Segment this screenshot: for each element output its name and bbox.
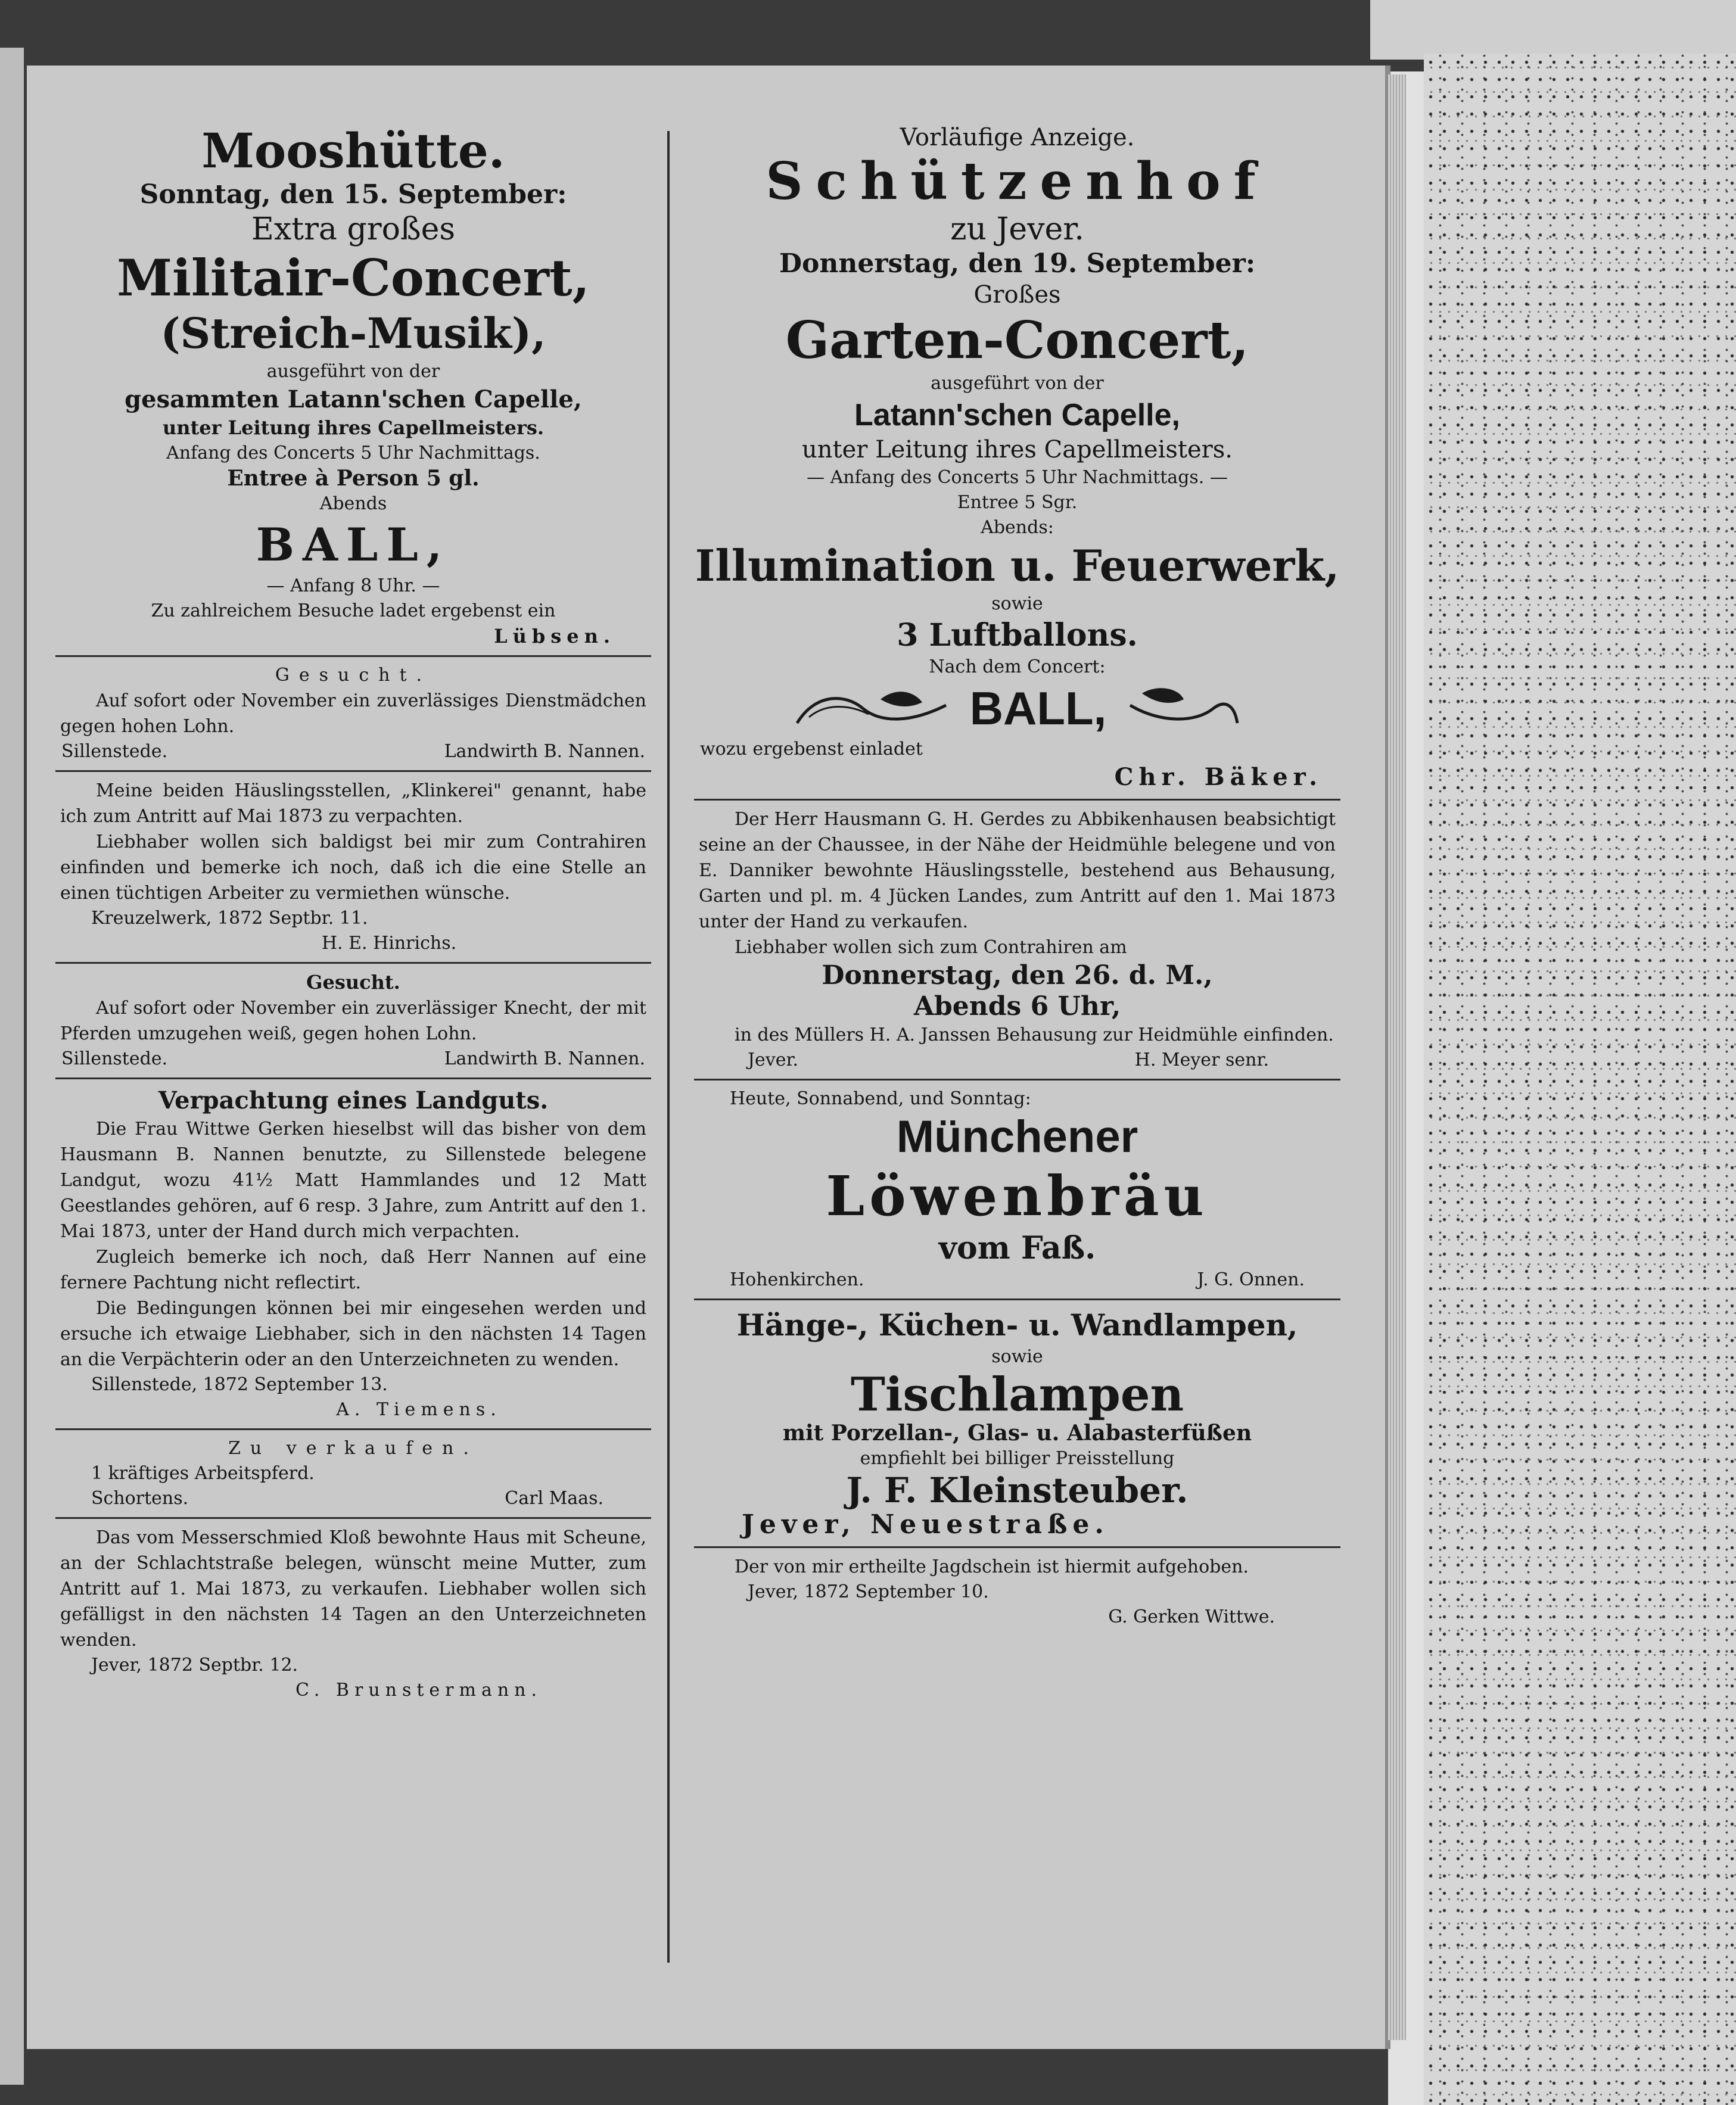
ad-invite: wozu ergebenst einladet <box>700 739 923 759</box>
book-cover <box>1424 54 1736 2105</box>
ad-text: ausgeführt von der <box>266 361 440 382</box>
ad-separator <box>694 1299 1340 1300</box>
ad-text: ausgeführt von der <box>931 373 1104 394</box>
ad-heading: Hänge-, Küchen- u. Wandlampen, <box>736 1307 1298 1343</box>
ad-landgut <box>55 1085 651 1422</box>
ad-body: Der Herr Hausmann G. H. Gerdes zu Abbikenhausen beabsichtigt seine an der Chaussee, in der Nähe der Heidmühle belegene und von E. Danniker bewohnte Häuslingsstelle, bestehend aus Behausung, Garten und pl. m. 4 Jücken Landes, zum Antritt auf den 1. Mai 1873 unter der Hand zu verkaufen. <box>699 809 1336 932</box>
ad-body: 1 kräftiges Arbeitspferd. <box>91 1463 315 1484</box>
ad-date: Donnerstag, den 19. September: <box>779 248 1256 279</box>
ad-body: Meine beiden Häuslingsstellen, „Klinkerei" genannt, habe ich zum Antritt auf Mai 1873 zu verpachten. <box>60 780 646 827</box>
ad-ballons: 3 Luftballons. <box>897 617 1138 653</box>
ad-entree: Entree à Person 5 gl. <box>227 466 480 491</box>
ad-title: Schützenhof <box>766 151 1269 211</box>
ad-signature: A. Tiemens. <box>336 1399 502 1420</box>
ad-separator <box>694 799 1340 801</box>
column-divider <box>667 131 670 1963</box>
ad-time: Abends 6 Uhr, <box>913 991 1121 1022</box>
ad-separator <box>55 1517 651 1519</box>
ad-place: Hohenkirchen. <box>730 1269 864 1290</box>
ad-entree: Entree 5 Sgr. <box>957 492 1078 513</box>
ad-signature: Carl Maas. <box>505 1488 603 1509</box>
ad-concert-title: Militair-Concert, <box>117 248 590 307</box>
ad-address: Jever, Neuestraße. <box>742 1509 1109 1540</box>
ad-schuetzenhof <box>694 122 1340 793</box>
ad-zu-verkaufen <box>55 1436 651 1511</box>
ad-leitung: unter Leitung ihres Capellmeisters. <box>802 436 1233 463</box>
ad-capelle: gesammten Latann'schen Capelle, <box>125 385 582 413</box>
ad-anfang: — Anfang des Concerts 5 Uhr Nachmittags. — <box>807 467 1228 488</box>
ad-place: Sillenstede. <box>61 741 168 762</box>
right-column <box>694 122 1340 1630</box>
ad-signature: J. G. Onnen. <box>1197 1269 1305 1290</box>
ad-heading: Verpachtung eines Landguts. <box>158 1086 549 1114</box>
ad-when: Heute, Sonnabend, und Sonntag: <box>730 1088 1031 1109</box>
flourish-left-icon <box>791 681 952 735</box>
ad-dateline: Sillenstede, 1872 September 13. <box>91 1374 388 1395</box>
ad-date: Sonntag, den 15. September: <box>139 179 567 210</box>
ad-haeuslingsstellen <box>55 778 651 956</box>
ad-ball-time: — Anfang 8 Uhr. — <box>266 575 440 596</box>
ball-ornament <box>694 680 1340 737</box>
ad-body: Die Bedingungen können bei mir eingesehen werden und ersuche ich etwaige Liebhaber, sich in den nächsten 14 Tagen an die Verpächterin oder an den Unterzeichneten zu wenden. <box>60 1298 646 1370</box>
ad-dateline: Jever, 1872 Septbr. 12. <box>91 1655 298 1676</box>
ad-mooshuette <box>55 122 651 649</box>
ad-place: Schortens. <box>91 1488 189 1509</box>
ad-text: sowie <box>991 1346 1043 1367</box>
ad-dateline: Jever, 1872 September 10. <box>748 1581 989 1602</box>
ad-lampen <box>694 1306 1340 1540</box>
ad-abends: Abends: <box>981 517 1054 538</box>
ad-signature: J. F. Kleinsteuber. <box>846 1470 1189 1511</box>
ad-leitung: unter Leitung ihres Capellmeisters. <box>162 416 545 439</box>
ad-body: Zugleich bemerke ich noch, daß Herr Nannen auf eine fernere Pachtung nicht reflectirt. <box>60 1247 646 1293</box>
ad-separator <box>55 1428 651 1430</box>
ad-signature: C. Brunstermann. <box>295 1680 543 1701</box>
ad-body: Die Frau Wittwe Gerken hieselbst will das bisher von dem Hausmann B. Nannen benutzte, zu Sillenstede belegene Landgut, wozu 41½ Matt Hammlandes und 12 Matt Geestlandes gehören, auf 6 resp. 3 Jahre, zum Antritt auf den 1. Mai 1873, unter der Hand durch mich verpachten. <box>60 1119 646 1242</box>
ad-footer <box>694 1048 1340 1073</box>
ad-place: Sillenstede. <box>61 1048 168 1069</box>
ad-pre-heading: Vorläufige Anzeige. <box>900 124 1135 151</box>
ad-jagdschein <box>694 1554 1340 1630</box>
ad-footer <box>694 1268 1340 1293</box>
ad-text: vom Faß. <box>938 1230 1096 1266</box>
ad-title: Mooshütte. <box>201 123 505 179</box>
flourish-right-icon <box>1124 681 1243 735</box>
ad-concert-title: Garten-Concert, <box>785 310 1249 370</box>
ad-body: Auf sofort oder November ein zuverlässiges Dienstmädchen gegen hohen Lohn. <box>60 690 646 737</box>
ad-text: mit Porzellan-, Glas- u. Alabasterfüßen <box>782 1421 1252 1446</box>
ad-signature: Lübsen. <box>494 625 615 647</box>
ad-separator <box>694 1079 1340 1080</box>
ad-place: Jever. <box>748 1050 799 1070</box>
page-stack-edge <box>1388 74 1406 2040</box>
ad-heading: Gesucht. <box>306 971 400 994</box>
ad-heading: Zu verkaufen. <box>228 1438 478 1459</box>
ad-body: Liebhaber wollen sich zum Contrahiren am <box>735 937 1127 958</box>
ad-text: sowie <box>991 593 1043 614</box>
ad-separator <box>694 1546 1340 1548</box>
ad-footer <box>55 739 651 764</box>
ad-title: Löwenbräu <box>826 1164 1209 1228</box>
ad-gesucht-1 <box>55 663 651 764</box>
ad-signature: Landwirth B. Nannen. <box>444 741 645 762</box>
ad-illumination: Illumination u. Feuerwerk, <box>695 540 1340 591</box>
ad-footer <box>55 1486 651 1511</box>
ad-invite: Zu zahlreichem Besuche ladet ergebenst ein <box>151 600 556 621</box>
ad-signature: Landwirth B. Nannen. <box>444 1048 645 1069</box>
ad-haus <box>55 1525 651 1703</box>
ad-body: in des Müllers H. A. Janssen Behausung zur Heidmühle einfinden. <box>735 1025 1334 1045</box>
left-column <box>55 122 651 1703</box>
ad-footer <box>55 1047 651 1072</box>
ad-text: Großes <box>973 281 1061 309</box>
ad-body: Liebhaber wollen sich baldigst bei mir zum Contrahiren einfinden und bemerke ich noch, daß ich die eine Stelle an einen tüchtigen Arbeiter zu vermiethen wünsche. <box>60 832 646 904</box>
ad-place: zu Jever. <box>950 211 1084 247</box>
ad-anfang: Anfang des Concerts 5 Uhr Nachmittags. <box>166 443 540 463</box>
ad-abends: Abends <box>319 493 387 514</box>
ad-separator <box>55 770 651 772</box>
book-cover-top <box>1370 0 1736 60</box>
ad-body: Das vom Messerschmied Kloß bewohnte Haus mit Scheune, an der Schlachtstraße belegen, wünscht meine Mutter, zum Antritt auf 1. Mai 1873, zu verkaufen. Liebhaber wollen sich gefälligst in den nächsten 14 Tagen an den Unterzeichneten wenden. <box>60 1527 646 1651</box>
ad-signature: H. E. Hinrichs. <box>321 933 457 954</box>
ad-signature: Chr. Bäker. <box>1114 763 1323 791</box>
ad-date: Donnerstag, den 26. d. M., <box>822 960 1213 991</box>
ad-title: Münchener <box>896 1111 1138 1162</box>
ad-text: Nach dem Concert: <box>929 656 1106 677</box>
ad-capelle: Latann'schen Capelle, <box>854 398 1180 432</box>
ad-ball: BALL, <box>969 682 1107 734</box>
ad-music: (Streich-Musik), <box>160 309 546 358</box>
ad-gerdes <box>694 806 1340 1073</box>
ad-loewenbraeu <box>694 1086 1340 1293</box>
ad-separator <box>55 1078 651 1079</box>
ad-body: Auf sofort oder November ein zuverlässiger Knecht, der mit Pferden umzugehen weiß, gegen hohen Lohn. <box>60 998 646 1044</box>
ad-separator <box>55 962 651 964</box>
ad-body: Der von mir ertheilte Jagdschein ist hiermit aufgehoben. <box>735 1556 1249 1577</box>
ad-gesucht-2 <box>55 970 651 1072</box>
ad-text: empfiehlt bei billiger Preisstellung <box>860 1448 1175 1469</box>
ad-signature: H. Meyer senr. <box>1134 1050 1269 1070</box>
ad-dateline: Kreuzelwerk, 1872 Septbr. 11. <box>91 908 368 929</box>
ad-signature: G. Gerken Wittwe. <box>1108 1606 1275 1627</box>
ad-ball: BALL, <box>256 518 451 571</box>
ad-heading: Gesucht. <box>275 665 432 686</box>
newspaper-page <box>27 66 1385 2049</box>
ad-text: Extra großes <box>251 211 456 247</box>
ad-title: Tischlampen <box>850 1368 1184 1422</box>
ad-separator <box>55 655 651 657</box>
previous-page-edge <box>0 48 24 2085</box>
